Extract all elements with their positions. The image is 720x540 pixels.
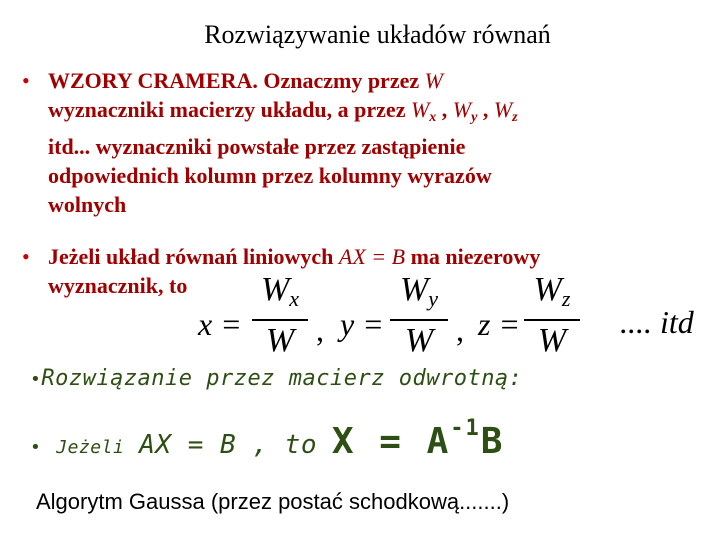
wz-sub: z bbox=[512, 110, 518, 125]
nonzero-line-2: wyznacznik, to bbox=[48, 273, 188, 298]
nonzero-math: AX = B bbox=[338, 244, 406, 269]
formula-x-fraction: $W_x$ W bbox=[252, 272, 308, 359]
formula-z-lhs: z = bbox=[478, 306, 521, 342]
inverse-prefix: Jeżeli bbox=[56, 437, 125, 458]
bullet-cramer bbox=[22, 66, 712, 219]
formula-y-fraction: $W_y$ W bbox=[390, 272, 448, 359]
bullet-cramer-text bbox=[48, 66, 518, 219]
slide-title: Rozwiązywanie układów równań bbox=[204, 20, 551, 49]
bullet-dot-icon: • bbox=[30, 369, 42, 390]
cramer-line-2: wyznaczniki macierzy układu, a przez bbox=[48, 97, 411, 122]
formula-comma-1: , bbox=[316, 312, 324, 348]
inverse-heading-line bbox=[30, 366, 522, 391]
bullet-nonzero bbox=[22, 242, 712, 300]
cramer-line-4: odpowiednich kolumn przez kolumny wyrazów bbox=[48, 163, 492, 188]
gauss-text: Algorytm Gaussa (przez postać schodkową.......) bbox=[36, 489, 510, 514]
wz-base: W bbox=[493, 97, 513, 122]
sep-1: , bbox=[441, 97, 448, 122]
formula-y-lhs: y = bbox=[340, 306, 384, 342]
formula-comma-2: , bbox=[456, 312, 464, 348]
bullet-dot-icon: • bbox=[30, 437, 42, 458]
cramer-w-symbol: W bbox=[424, 68, 443, 93]
sep-2: , bbox=[482, 97, 489, 122]
bullet-dot-icon: • bbox=[22, 68, 30, 93]
cramer-line-3: itd... wyznaczniki powstałe przez zastąpienie bbox=[48, 134, 466, 159]
inverse-formula-line bbox=[30, 416, 504, 462]
inverse-heading: Rozwiązanie przez macierz odwrotną: bbox=[41, 366, 523, 391]
wy-sub: y bbox=[471, 110, 478, 125]
formula-z-fraction: $W_z$ W bbox=[524, 272, 580, 359]
bullet-dot-icon: • bbox=[22, 244, 30, 269]
inverse-math-small: AX = B , to bbox=[139, 430, 317, 460]
cramer-line-1: WZORY CRAMERA. Oznaczmy przez bbox=[48, 68, 425, 93]
wy-base: W bbox=[452, 97, 472, 122]
wx-sub: x bbox=[429, 110, 437, 125]
formula-tail: .... itd bbox=[620, 304, 694, 340]
nonzero-prefix: Jeżeli układ równań liniowych bbox=[48, 244, 339, 269]
formula-x-lhs: x = bbox=[198, 306, 242, 342]
wx-base: W bbox=[410, 97, 430, 122]
inverse-math-big: $X = A^{-1}B$ bbox=[331, 416, 505, 462]
nonzero-suffix: ma niezerowy bbox=[405, 244, 541, 269]
cramer-line-5: wolnych bbox=[48, 192, 127, 217]
